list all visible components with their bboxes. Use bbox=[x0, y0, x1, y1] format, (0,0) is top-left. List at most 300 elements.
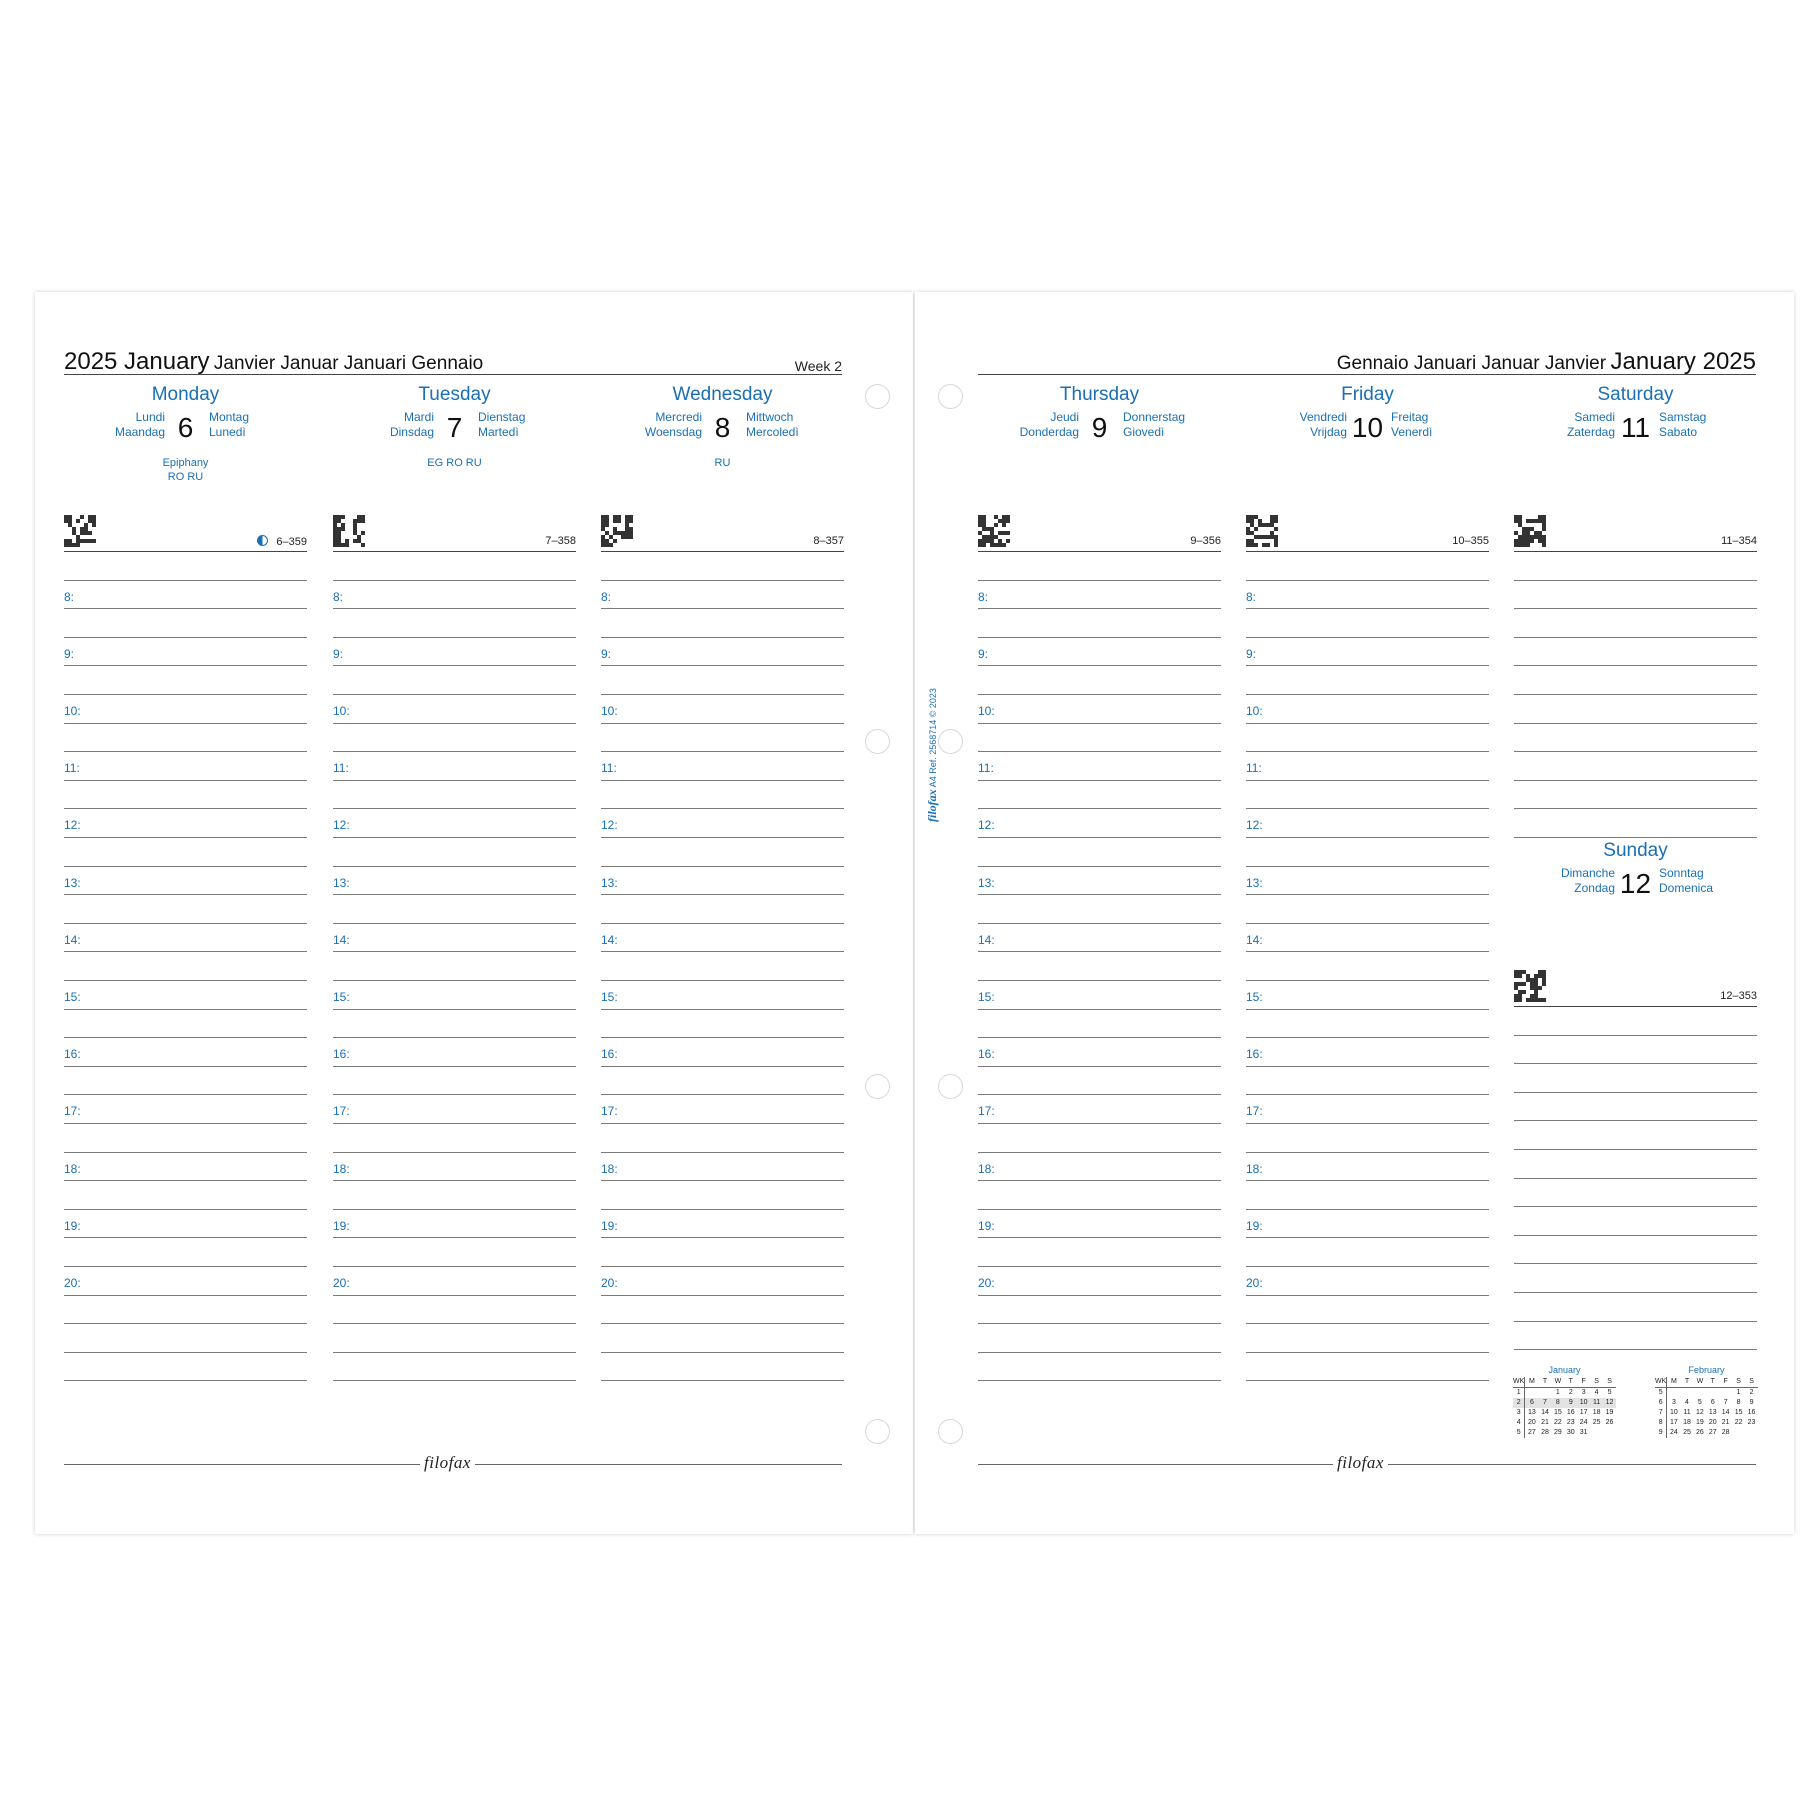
ruled-line bbox=[333, 751, 576, 752]
punch-hole bbox=[865, 384, 890, 409]
side-reference bbox=[925, 688, 940, 822]
date-cell: 22 bbox=[1553, 1419, 1562, 1426]
weekday-header: M bbox=[1525, 1377, 1539, 1388]
punch-hole bbox=[865, 729, 890, 754]
ruled-line bbox=[601, 1066, 844, 1067]
hour-label: 10: bbox=[601, 704, 618, 718]
date-cell: 8 bbox=[1551, 1398, 1564, 1408]
ruled-line bbox=[333, 723, 576, 724]
ruled-line bbox=[64, 1209, 307, 1210]
ruled-line bbox=[1246, 1295, 1489, 1296]
ruled-line bbox=[1246, 808, 1489, 809]
ruled-line bbox=[601, 837, 844, 838]
hour-label: 15: bbox=[601, 990, 618, 1004]
ruled-line bbox=[601, 1237, 844, 1238]
hour-label: 15: bbox=[64, 990, 81, 1004]
day-translations bbox=[64, 410, 307, 444]
hour-label: 19: bbox=[978, 1218, 995, 1233]
date-cell bbox=[1590, 1428, 1603, 1438]
ruled-line bbox=[64, 1295, 307, 1296]
date-cell: 28 bbox=[1541, 1429, 1549, 1436]
day-name-nl: Vrijdag bbox=[1310, 425, 1347, 439]
ruled-line bbox=[1246, 837, 1489, 838]
ruled-line bbox=[333, 1295, 576, 1296]
date-cell: 23 bbox=[1747, 1419, 1756, 1426]
day-name-de: Samstag bbox=[1659, 410, 1707, 424]
date-cell: 1 bbox=[1736, 1389, 1741, 1396]
hour-label: 10: bbox=[333, 704, 350, 718]
day-name-de: Mittwoch bbox=[746, 410, 794, 424]
ruled-line bbox=[333, 837, 576, 838]
holiday-text: EG RO RU bbox=[427, 457, 482, 469]
hour-label: 10: bbox=[978, 704, 995, 718]
right-title-sub: Gennaio Januari Januar Janvier bbox=[1336, 353, 1607, 374]
punch-hole bbox=[865, 1419, 890, 1444]
hour-label: 18: bbox=[64, 1161, 81, 1176]
ruled-line bbox=[333, 951, 576, 952]
day-translations bbox=[978, 410, 1221, 444]
ruled-line bbox=[978, 1123, 1221, 1124]
date-cell bbox=[1539, 1388, 1552, 1399]
ruled-line bbox=[333, 551, 576, 552]
date-cell: 7 bbox=[1723, 1399, 1728, 1406]
ruled-line bbox=[64, 1066, 307, 1067]
day-name: Tuesday bbox=[418, 384, 491, 405]
mini-calendar-week-row bbox=[1513, 1428, 1616, 1438]
ruled-line bbox=[1246, 894, 1489, 895]
ruled-line bbox=[333, 665, 576, 666]
ruled-line bbox=[1514, 780, 1757, 781]
ruled-line bbox=[1246, 923, 1489, 924]
ruled-line bbox=[978, 866, 1221, 867]
ruled-line bbox=[601, 608, 844, 609]
date-cell: 3 bbox=[1671, 1399, 1676, 1406]
ruled-line bbox=[333, 808, 576, 809]
day-name-de: Montag bbox=[209, 410, 250, 424]
ruled-line bbox=[1514, 723, 1757, 724]
day-name-nl: Dinsdag bbox=[389, 425, 434, 439]
day-name-it: Venerdì bbox=[1391, 425, 1433, 439]
hour-label: 9: bbox=[601, 646, 612, 661]
hour-label: 9: bbox=[1246, 646, 1257, 661]
ruled-line bbox=[978, 1352, 1221, 1353]
day-of-year-count bbox=[1720, 990, 1757, 1002]
hour-label: 20: bbox=[1246, 1276, 1263, 1290]
ruled-line bbox=[64, 1237, 307, 1238]
date-cell: 5 bbox=[1697, 1399, 1702, 1406]
hour-label: 17: bbox=[978, 1104, 995, 1119]
day-number: 11 bbox=[1620, 412, 1651, 443]
ruled-line bbox=[64, 866, 307, 867]
hour-label: 19: bbox=[64, 1218, 81, 1233]
ruled-line bbox=[1514, 837, 1757, 838]
ruled-line bbox=[64, 1152, 307, 1153]
ruled-line bbox=[64, 694, 307, 695]
date-cell: 23 bbox=[1566, 1419, 1575, 1426]
date-cell: 27 bbox=[1528, 1429, 1536, 1436]
ruled-line bbox=[64, 1380, 307, 1381]
qr-code bbox=[1514, 970, 1546, 1002]
qr-code bbox=[978, 515, 1010, 547]
ruled-line bbox=[601, 1380, 844, 1381]
ruled-line bbox=[978, 1094, 1221, 1095]
ruled-line bbox=[1246, 1123, 1489, 1124]
date-cell: 20 bbox=[1528, 1419, 1536, 1426]
hour-label: 17: bbox=[601, 1104, 618, 1119]
day-name-fr: Mardi bbox=[403, 410, 434, 424]
side-reference-text: A4 Ref. 2568714 © 2023 bbox=[928, 688, 938, 788]
ruled-line bbox=[1514, 665, 1757, 666]
day-name-fr: Mercredi bbox=[655, 410, 702, 424]
day-name-de-it bbox=[1391, 410, 1432, 440]
right-diary-page bbox=[915, 292, 1794, 1534]
date-cell bbox=[1603, 1428, 1616, 1438]
hour-label: 17: bbox=[1246, 1104, 1263, 1119]
day-header bbox=[1514, 384, 1757, 444]
qr-code bbox=[333, 515, 365, 547]
mini-calendar-grid bbox=[1655, 1377, 1758, 1438]
day-of-year-text: 7–358 bbox=[545, 535, 576, 547]
ruled-line bbox=[601, 1094, 844, 1095]
date-cell: 31 bbox=[1579, 1429, 1588, 1436]
ruled-line bbox=[601, 951, 844, 952]
day-name: Friday bbox=[1341, 384, 1394, 405]
day-translations bbox=[601, 410, 844, 444]
hour-label: 8: bbox=[1246, 589, 1257, 604]
hour-label: 11: bbox=[1246, 761, 1262, 776]
hour-label: 9: bbox=[64, 646, 75, 661]
day-name-de: Donnerstag bbox=[1123, 410, 1186, 424]
day-translations bbox=[333, 410, 576, 444]
date-cell: 28 bbox=[1721, 1429, 1730, 1436]
date-cell: 13 bbox=[1708, 1409, 1717, 1416]
hour-label: 19: bbox=[1246, 1218, 1263, 1233]
date-cell: 4 bbox=[1685, 1399, 1689, 1406]
mini-calendar-week-row bbox=[1655, 1418, 1758, 1428]
week-number-cell: 5 bbox=[1513, 1428, 1525, 1438]
day-of-year-text: 10–355 bbox=[1452, 535, 1489, 547]
hour-label: 8: bbox=[601, 589, 612, 604]
ruled-line bbox=[333, 1123, 576, 1124]
hour-label: 20: bbox=[64, 1276, 81, 1290]
day-of-year-text: 8–357 bbox=[813, 535, 844, 547]
ruled-line bbox=[333, 1323, 576, 1324]
day-of-year-text: 11–354 bbox=[1721, 535, 1757, 547]
mini-calendar-header-row bbox=[1655, 1377, 1758, 1388]
hour-label: 11: bbox=[64, 761, 80, 776]
ruled-line bbox=[333, 1152, 576, 1153]
date-cell: 21 bbox=[1721, 1419, 1730, 1426]
left-title-sub: Janvier Januar Januari Gennaio bbox=[213, 353, 484, 374]
date-cell: 25 bbox=[1683, 1429, 1691, 1436]
weekday-header: T bbox=[1706, 1377, 1719, 1388]
hour-label: 10: bbox=[1246, 704, 1263, 718]
ruled-line bbox=[1514, 1321, 1757, 1322]
date-cell: 11 bbox=[1683, 1409, 1691, 1416]
left-page-header bbox=[64, 348, 842, 375]
ruled-line bbox=[978, 637, 1221, 638]
ruled-line bbox=[333, 1094, 576, 1095]
ruled-line bbox=[64, 580, 307, 581]
mini-calendar-week-row bbox=[1513, 1398, 1616, 1408]
ruled-line bbox=[1246, 551, 1489, 552]
date-cell: 3 bbox=[1581, 1389, 1586, 1396]
ruled-line bbox=[978, 1295, 1221, 1296]
ruled-line bbox=[978, 1209, 1221, 1210]
day-of-year-text: 6–359 bbox=[276, 536, 307, 548]
date-cell: 2 bbox=[1749, 1389, 1754, 1396]
mini-calendar bbox=[1655, 1365, 1758, 1438]
week-number-cell: 3 bbox=[1513, 1408, 1525, 1418]
weekday-header: W bbox=[1551, 1377, 1564, 1388]
day-of-year-count bbox=[813, 535, 844, 547]
ruled-line bbox=[64, 1094, 307, 1095]
date-cell: 26 bbox=[1605, 1419, 1614, 1426]
ruled-line bbox=[601, 1123, 844, 1124]
qr-code bbox=[601, 515, 633, 547]
mini-calendar bbox=[1513, 1365, 1616, 1438]
weekday-header: S bbox=[1603, 1377, 1616, 1388]
hour-label: 8: bbox=[64, 589, 75, 604]
day-name-nl: Zaterdag bbox=[1566, 425, 1615, 439]
day-name-fr: Jeudi bbox=[1050, 410, 1079, 424]
ruled-line bbox=[978, 665, 1221, 666]
mini-calendar-week-row bbox=[1513, 1388, 1616, 1399]
hour-label: 10: bbox=[64, 704, 81, 718]
mini-calendar-title: January bbox=[1548, 1365, 1581, 1375]
ruled-line bbox=[978, 1180, 1221, 1181]
ruled-line bbox=[1514, 608, 1757, 609]
mini-calendar-week-row bbox=[1513, 1408, 1616, 1418]
ruled-line bbox=[1246, 1066, 1489, 1067]
weekday-header: WK bbox=[1655, 1377, 1667, 1388]
mini-calendar-title: February bbox=[1688, 1365, 1725, 1375]
hour-label: 14: bbox=[1246, 932, 1263, 947]
day-name-it: Domenica bbox=[1659, 881, 1714, 895]
hour-label: 18: bbox=[333, 1161, 350, 1176]
hour-label: 8: bbox=[978, 589, 989, 604]
right-page-header bbox=[978, 348, 1756, 375]
day-of-year-count bbox=[1452, 535, 1489, 547]
day-name-de-it bbox=[209, 410, 249, 440]
ruled-line bbox=[1514, 1063, 1757, 1064]
ruled-line bbox=[1246, 1180, 1489, 1181]
date-cell bbox=[1525, 1388, 1539, 1399]
ruled-line bbox=[1246, 1352, 1489, 1353]
hour-label: 17: bbox=[64, 1104, 81, 1119]
hour-label: 13: bbox=[978, 875, 995, 890]
ruled-line bbox=[333, 1266, 576, 1267]
mini-calendar-week-row bbox=[1655, 1388, 1758, 1399]
day-name-de: Sonntag bbox=[1659, 866, 1704, 880]
ruled-line bbox=[64, 980, 307, 981]
ruled-line bbox=[1246, 1323, 1489, 1324]
holiday-note bbox=[333, 456, 576, 470]
ruled-line bbox=[64, 894, 307, 895]
ruled-line bbox=[601, 751, 844, 752]
left-diary-page bbox=[35, 292, 913, 1534]
filofax-logo: filofax bbox=[1333, 1453, 1388, 1473]
ruled-line bbox=[333, 1380, 576, 1381]
ruled-line bbox=[1514, 751, 1757, 752]
holiday-text: Epiphany bbox=[162, 457, 209, 469]
hour-label: 9: bbox=[333, 646, 344, 661]
punch-hole bbox=[938, 1419, 963, 1444]
ruled-line bbox=[601, 808, 844, 809]
day-name-de: Freitag bbox=[1391, 410, 1429, 424]
week-number-cell: 5 bbox=[1655, 1388, 1667, 1399]
ruled-line bbox=[64, 637, 307, 638]
week-number: Week 2 bbox=[794, 358, 842, 374]
ruled-line bbox=[601, 1266, 844, 1267]
date-cell: 6 bbox=[1525, 1398, 1539, 1408]
date-cell: 11 bbox=[1590, 1398, 1603, 1408]
ruled-line bbox=[333, 1037, 576, 1038]
mini-calendar-week-row bbox=[1513, 1418, 1616, 1428]
ruled-line bbox=[978, 608, 1221, 609]
mini-calendar-header-row bbox=[1513, 1377, 1616, 1388]
ruled-line bbox=[1514, 1149, 1757, 1150]
ruled-line bbox=[64, 751, 307, 752]
date-cell: 8 bbox=[1736, 1399, 1741, 1406]
ruled-line bbox=[978, 694, 1221, 695]
hour-label: 16: bbox=[601, 1047, 618, 1062]
day-number: 9 bbox=[1091, 412, 1108, 443]
ruled-line bbox=[1514, 1235, 1757, 1236]
hour-label: 12: bbox=[1246, 818, 1263, 833]
day-number: 8 bbox=[714, 412, 731, 443]
punch-hole bbox=[865, 1074, 890, 1099]
holiday-note bbox=[601, 456, 844, 470]
day-name-de: Dienstag bbox=[478, 410, 526, 424]
week-number-cell: 2 bbox=[1513, 1398, 1525, 1408]
date-cell bbox=[1706, 1388, 1719, 1399]
day-number: 12 bbox=[1619, 868, 1652, 899]
ruled-line bbox=[333, 1066, 576, 1067]
ruled-line bbox=[64, 837, 307, 838]
ruled-line bbox=[64, 551, 307, 552]
ruled-line bbox=[333, 1009, 576, 1010]
date-cell: 26 bbox=[1695, 1429, 1704, 1436]
ruled-line bbox=[978, 1037, 1221, 1038]
week-number-cell: 1 bbox=[1513, 1388, 1525, 1399]
day-header bbox=[333, 384, 576, 470]
date-cell: 7 bbox=[1539, 1398, 1552, 1408]
holiday-countries: RO RU bbox=[167, 471, 204, 483]
date-cell: 13 bbox=[1528, 1409, 1536, 1416]
ruled-line bbox=[601, 894, 844, 895]
day-name-nl: Maandag bbox=[114, 425, 165, 439]
day-name-fr: Vendredi bbox=[1299, 410, 1347, 424]
weekday-header: T bbox=[1564, 1377, 1577, 1388]
ruled-line bbox=[64, 1037, 307, 1038]
hour-label: 13: bbox=[1246, 875, 1263, 890]
day-name-nl: Woensdag bbox=[644, 425, 702, 439]
ruled-line bbox=[1246, 608, 1489, 609]
ruled-line bbox=[1246, 723, 1489, 724]
date-cell: 2 bbox=[1568, 1389, 1573, 1396]
date-cell: 5 bbox=[1607, 1389, 1612, 1396]
day-name: Wednesday bbox=[672, 384, 773, 405]
ruled-line bbox=[978, 1152, 1221, 1153]
date-cell bbox=[1719, 1388, 1732, 1399]
ruled-line bbox=[333, 1209, 576, 1210]
date-cell: 19 bbox=[1605, 1409, 1614, 1416]
day-of-year-text: 9–356 bbox=[1190, 535, 1221, 547]
mini-calendar-week-row bbox=[1655, 1398, 1758, 1408]
ruled-line bbox=[64, 951, 307, 952]
ruled-line bbox=[64, 808, 307, 809]
hour-label: 12: bbox=[601, 818, 618, 833]
side-brand: filofax bbox=[925, 789, 939, 822]
date-cell: 21 bbox=[1541, 1419, 1549, 1426]
ruled-line bbox=[1246, 1266, 1489, 1267]
day-header bbox=[1514, 840, 1757, 900]
day-name-nl: Donderdag bbox=[1019, 425, 1079, 439]
ruled-line bbox=[64, 665, 307, 666]
day-name-fr: Dimanche bbox=[1560, 866, 1615, 880]
day-name-de-it bbox=[1659, 866, 1713, 896]
hour-label: 15: bbox=[978, 990, 995, 1004]
ruled-line bbox=[1246, 1380, 1489, 1381]
ruled-line bbox=[1514, 1092, 1757, 1093]
ruled-line bbox=[978, 751, 1221, 752]
day-header bbox=[1246, 384, 1489, 444]
hour-label: 14: bbox=[333, 932, 350, 947]
hour-label: 12: bbox=[64, 818, 81, 833]
date-cell: 17 bbox=[1670, 1419, 1678, 1426]
ruled-line bbox=[601, 1295, 844, 1296]
qr-code bbox=[1246, 515, 1278, 547]
ruled-line bbox=[1514, 1206, 1757, 1207]
hour-label: 14: bbox=[601, 932, 618, 947]
week-number-cell: 4 bbox=[1513, 1418, 1525, 1428]
day-name: Saturday bbox=[1597, 384, 1674, 405]
day-name: Monday bbox=[151, 384, 220, 405]
weekday-header: S bbox=[1732, 1377, 1745, 1388]
ruled-line bbox=[1514, 551, 1757, 552]
week-number-cell: 6 bbox=[1655, 1398, 1667, 1408]
ruled-line bbox=[601, 637, 844, 638]
ruled-line bbox=[978, 723, 1221, 724]
date-cell: 19 bbox=[1695, 1419, 1704, 1426]
ruled-line bbox=[978, 808, 1221, 809]
day-translations bbox=[1514, 410, 1757, 444]
ruled-line bbox=[333, 1180, 576, 1181]
qr-code bbox=[1514, 515, 1546, 547]
ruled-line bbox=[333, 608, 576, 609]
hour-label: 13: bbox=[601, 875, 618, 890]
day-of-year-count bbox=[257, 535, 307, 548]
date-cell: 17 bbox=[1579, 1409, 1588, 1416]
hour-label: 15: bbox=[1246, 990, 1263, 1004]
punch-hole bbox=[938, 729, 963, 754]
date-cell: 15 bbox=[1734, 1409, 1743, 1416]
week-number-cell: 9 bbox=[1655, 1428, 1667, 1438]
date-cell: 20 bbox=[1708, 1419, 1717, 1426]
weekday-header: W bbox=[1693, 1377, 1706, 1388]
hour-label: 18: bbox=[1246, 1161, 1263, 1176]
hour-label: 12: bbox=[978, 818, 995, 833]
day-of-year-text: 12–353 bbox=[1720, 990, 1757, 1002]
hour-label: 20: bbox=[978, 1276, 995, 1290]
weekday-header: F bbox=[1577, 1377, 1590, 1388]
filofax-logo: filofax bbox=[420, 1453, 475, 1473]
hour-label: 14: bbox=[978, 932, 995, 947]
ruled-line bbox=[64, 923, 307, 924]
day-translations bbox=[1246, 410, 1489, 444]
ruled-line bbox=[1246, 1094, 1489, 1095]
